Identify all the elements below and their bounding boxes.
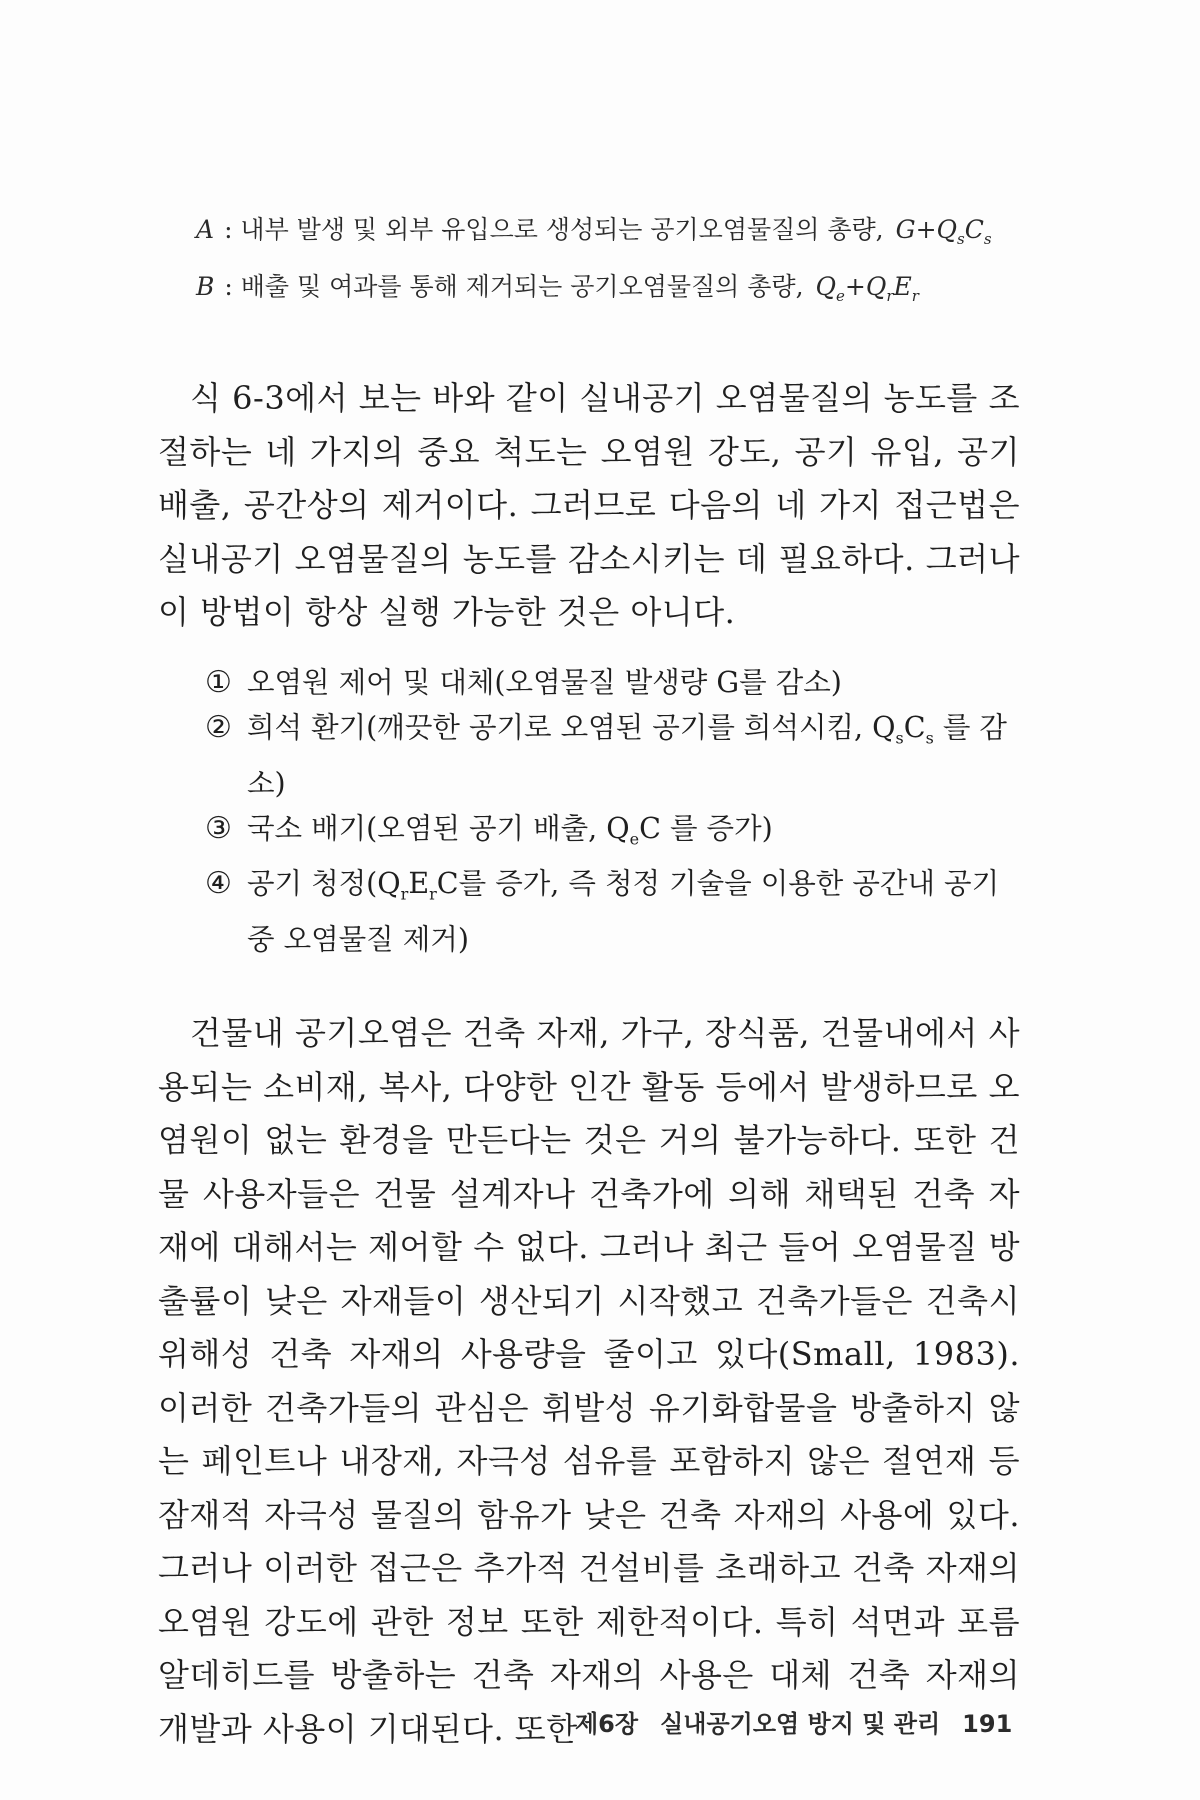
list-item [205, 705, 1025, 806]
definition-a [196, 206, 1026, 263]
list-item [205, 861, 1025, 962]
definition-text: : 배출 및 여과를 통해 제거되는 공기오염물질의 총량, [224, 272, 804, 301]
paragraph-intro: 식 6-3에서 보는 바와 같이 실내공기 오염물질의 농도를 조절하는 네 가지의 중요 척도는 오염원 강도, 공기 유입, 공기 배출, 공간상의 제거이다. 그러므로 다음의 네 가지 접근법은 실내공기 오염물질의 농도를 감소시키는 데 필요하다. 그러나 이 방법이 항상 실행 가능한 것은 아니다. [158, 379, 1020, 631]
page-number: 191 [962, 1710, 1013, 1738]
chapter-label: 제6장 [575, 1710, 639, 1738]
approach-list [205, 660, 1025, 962]
paragraph-body: 건물내 공기오염은 건축 자재, 가구, 장식품, 건물내에서 사용되는 소비재, 복사, 다양한 인간 활동 등에서 발생하므로 오염원이 없는 환경을 만든다는 것은 거의 불가능하다. 또한 건물 사용자들은 건물 설계자나 건축가에 의해 채택된 건축 자재에 대해서는 제어할 수 없다. 그러나 최근 들어 오염물질 방출률이 낮은 자재들이 생산되기 시작했고 건축가들은 건축시 위해성 건축 자재의 사용량을 줄이고 있다(Small, 1983). 이러한 건축가들의 관심은 휘발성 유기화합물을 방출하지 않는 페인트나 내장재, 자극성 섬유를 포함하지 않은 절연재 등 잠재적 자극성 물질의 함유가 낮은 건축 자재의 사용에 있다. 그러나 이러한 접근은 추가적 건설비를 초래하고 건축 자재의 오염원 강도에 관한 정보 또한 제한적이다. 특히 석면과 포름알데히드를 방출하는 건축 자재의 사용은 대체 건축 자재의 개발과 사용이 기대된다. 또한 [158, 1014, 1020, 1748]
list-item-text: 국소 배기(오염된 공기 배출, $Q_eC$ 를 증가) [247, 811, 773, 849]
list-item-text: 공기 청정($Q_rE_rC$를 증가, 즉 청정 기술을 이용한 공간내 공기 중 오염물질 제거) [247, 867, 1000, 957]
definition-formula: $Q_e+Q_rE_r$ [815, 272, 919, 305]
page-footer [575, 1704, 1013, 1739]
list-item [205, 806, 1025, 862]
list-marker: ① [205, 665, 232, 700]
definition-variable: A [196, 215, 215, 244]
definition-variable: B [196, 272, 215, 301]
list-item-text: 오염원 제어 및 대체(오염물질 발생량 G를 감소) [247, 666, 842, 699]
variable-definitions [196, 206, 1026, 320]
list-item-text: 희석 환기(깨끗한 공기로 오염된 공기를 희석시킴, $Q_sC_s$ 를 감소) [247, 711, 1007, 800]
list-marker: ④ [205, 866, 232, 902]
definition-formula: $G+Q_sC_s$ [895, 215, 992, 248]
list-item [205, 660, 1025, 705]
list-marker: ② [205, 710, 232, 745]
definition-text: : 내부 발생 및 외부 유입으로 생성되는 공기오염물질의 총량, [224, 215, 884, 244]
list-marker: ③ [205, 810, 232, 846]
definition-b [196, 263, 1026, 320]
chapter-title: 실내공기오염 방지 및 관리 [660, 1710, 941, 1738]
